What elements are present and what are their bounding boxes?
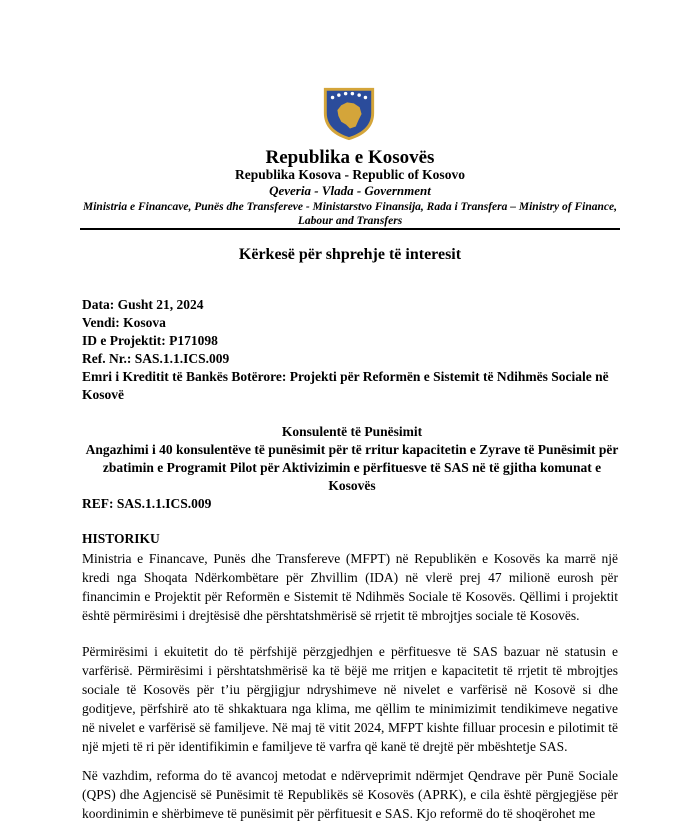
- metadata-block: [82, 296, 622, 404]
- meta-credit-name: Emri i Kreditit të Bankës Botërore: Projekti për Reformën e Sistemit të Ndihmës Sociale në Kosovë: [82, 369, 609, 402]
- paragraph: Përmirësimi i ekuitetit do të përfshijë përzgjedhjen e përfituesve të SAS bazuar në statusin e varfërisë. Përmirësimi i përshtatshmërisë ka të bëjë me rritjen e kapacitetit të rrjetit të mbrojtjes sociale të Kosovës për t’iu përgjigjur ndryshimeve në nivelet e varfërisë në Kosovë si dhe goditjeve, përfshirë ato të shkaktuara nga klima, me qëllim te minimizimit tendikimeve negative në nivelet e varfërisë së familjeve. Në maj të vitit 2024, MFPT kishte filluar procesin e pilotimit të një mjeti të ri për identifikimin e familjeve të varfra që kanë të drejtë për mbështetje SAS.: [82, 644, 618, 754]
- meta-date: Data: Gusht 21, 2024: [82, 297, 204, 312]
- meta-place: Vendi: Kosova: [82, 315, 166, 330]
- assignment-description: Angazhimi i 40 konsulentëve të punësimit për të rritur kapacitetin e Zyrave të Punësimit për zbatimin e Programit Pilot për Aktivizimin e përfituesve të SAS në të gjitha komunat e Kosovës: [85, 442, 619, 493]
- meta-ref-nr: Ref. Nr.: SAS.1.1.ICS.009: [82, 351, 230, 366]
- government-line: Qeveria - Vlada - Government: [269, 183, 431, 198]
- country-name-alt: Republika Kosova - Republic of Kosovo: [235, 167, 465, 182]
- header-divider: [80, 228, 620, 230]
- document-title: Kërkesë për shprehje të interesit: [238, 246, 462, 263]
- paragraph: Në vazhdim, reforma do të avancoj metodat e ndërveprimit ndërmjet Qendrave për Punë Sociale (QPS) dhe Agjencisë së Punësimit të Republikës së Kosovës (APRK), e cila është përgjegjëse për koordinimin e shërbimeve të punësimit për përfituesit e SAS. Kjo reformë do të shoqërohet me: [82, 768, 618, 821]
- paragraph: Ministria e Financave, Punës dhe Transfereve (MFPT) në Republikën e Kosovës ka marrë një kredi nga Shoqata Ndërkombëtare për Zhvillim (IDA) në vlerë prej 47 milionë eurosh për financimin e Projektit për Reformën e Sistemit të Ndihmës Sociale të Kosovës. Qëllimi i projektit është përmirësimi i drejtësisë dhe përshtatshmërisë së rrjetit të mbrojtjes sociale të Kosovës.: [82, 551, 618, 623]
- ministry-line: Ministria e Financave, Punës dhe Transfereve - Ministarstvo Finansija, Rada i Transfera – Ministry of Finance, Labour and Transfers: [83, 201, 617, 227]
- meta-project-id: ID e Projektit: P171098: [82, 333, 218, 348]
- assignment-subtitle: Konsulentë të Punësimit: [281, 424, 423, 439]
- kosovo-coat-of-arms-icon: [320, 84, 378, 142]
- section-heading: HISTORIKU: [82, 531, 160, 546]
- assignment-ref: REF: SAS.1.1.ICS.009: [82, 496, 212, 511]
- country-name: Republika e Kosovës: [265, 147, 435, 168]
